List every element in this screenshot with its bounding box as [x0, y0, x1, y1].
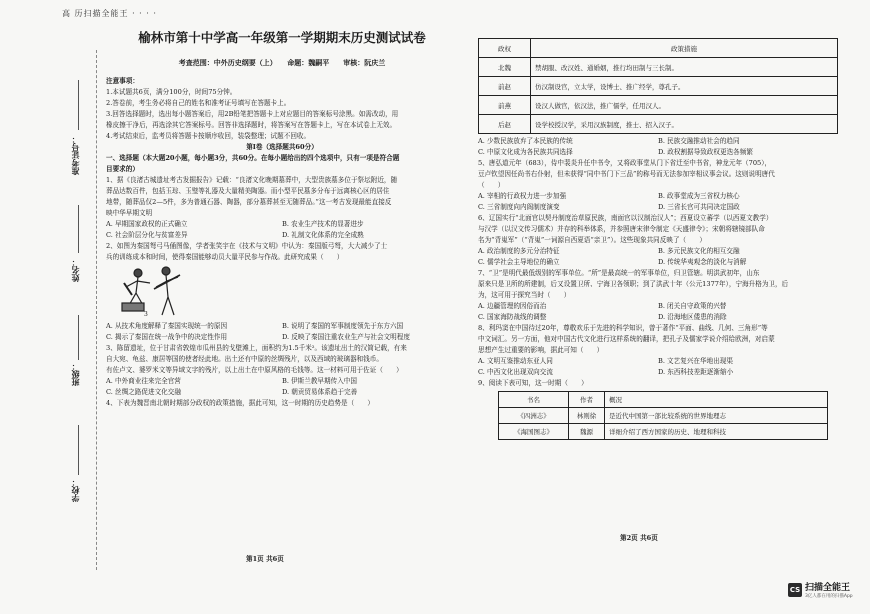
- page-two-footer: 第2页 共6页: [620, 534, 658, 542]
- question-line: 豆卢钦望因任尚书右仆射，但未获得“同中书门下三品”的称号而无法参加宰相议事会议。这则说明唐代: [478, 170, 775, 178]
- option-b: B. 说明了秦国的军事制度领先于东方六国: [282, 322, 404, 330]
- option-a: A. 从技术角度解释了秦国实现统一的原因: [106, 322, 228, 330]
- question-line: 9、阅读下表可知，这一时期（ ）: [478, 379, 588, 387]
- option-c: C. 丝绸之路促进文化交融: [106, 388, 181, 396]
- name-label: 姓名：: [71, 258, 80, 282]
- option-d: D. 沿海地区倭患的消除: [658, 313, 727, 321]
- option-b: B. 文艺复兴在华地出现渠: [658, 357, 733, 365]
- instruction-line: 一、选择题（本大题20小题，每小题3分，共60分。在每小题给出的四个选项中，只有一项是符合题: [106, 154, 400, 162]
- table-cell: 详细介绍了西方国家的历史、地理和科技: [605, 424, 828, 440]
- table-header: 概况: [605, 392, 828, 408]
- class-label: 班级：: [71, 362, 80, 386]
- scan-header-strip: 高 历扫描全能王 · · · ·: [62, 9, 157, 18]
- option-b: B. 农业生产技术的显著进步: [282, 220, 364, 228]
- note-line: 橡皮擦干净后，再选涂其它答案标号。回答非选择题时，将答案写在答题卡上，写在本试卷上无效。: [106, 121, 397, 129]
- crossbow-warrior-image: [118, 263, 188, 321]
- option-c: C. 中西文化出现双向交流: [478, 368, 553, 376]
- question-line: 4、下表为魏晋南北朝时期部分政权的政策措施，据此可知，这一时期的历史趋势是（ ）: [106, 399, 374, 407]
- question-line: 5、唐弘道元年（683），侍中裴炎升任中书令，又将政事堂从门下省迁至中书省，神龙元年（705），: [478, 159, 772, 167]
- binding-dashed-line: [96, 50, 97, 570]
- option-a: A. 文明互鉴推动东亚人同: [478, 357, 553, 365]
- exam-title: 榆林市第十中学高一年级第一学期期末历史测试试卷: [138, 30, 426, 45]
- question-line: 7、“卫”是明代最低级别的军事单位。“所”是最高统一的军事单位，归卫管辖。明洪武初年，山东: [478, 269, 760, 277]
- note-line: 2.答卷前，考生务必将自己的姓名和准考证号填写在答题卡上。: [106, 99, 291, 107]
- page-one: [106, 18, 458, 594]
- question-line: 名为“背嵬军”（“背嵬”一词源自西夏语“亲卫”）。这些现象共同反映了（ ）: [478, 236, 706, 244]
- table-row: [479, 77, 838, 96]
- table-cell: 禁胡服、改汉姓、通婚姻，推行均田制与三长制。: [531, 58, 838, 77]
- option-a: A. 早期国家政权的正式确立: [106, 220, 188, 228]
- question-line: 原来只是卫所的所建制，后又设置卫所、宁海卫各领职；到了洪武十年（公元1377年），宁海升格为卫，后: [478, 280, 789, 288]
- table-header: 书名: [499, 392, 569, 408]
- question-line: 自大宛、龟兹、康居等国的使者经此地。出土还有中原的丝绸残片，以及西域的玻璃器和钱币。: [106, 355, 383, 363]
- table-cell: 《四洲志》: [499, 408, 569, 424]
- option-d: D. 三省长官可共同决定国政: [658, 203, 740, 211]
- option-c: C. 国家海防战线的调整: [478, 313, 547, 321]
- note-line: 3.回答选择题时，选出每小题答案后，用2B铅笔把答题卡上对应题目的答案标号涂黑。如需改动，用: [106, 110, 399, 118]
- figure-caption: 3: [144, 311, 148, 318]
- question-line: 兵的训练成本和时间，使得秦国能够动员大量平民参与作战。此研究成果（ ）: [106, 253, 344, 261]
- table-row: [499, 408, 828, 424]
- table-cell: 设学校授汉学，采用汉族制度，推士、招入汉子。: [531, 115, 838, 134]
- question-line: 思想产生过重要的影响，据此可知（ ）: [478, 346, 604, 354]
- camscanner-logo-icon: CS: [788, 583, 802, 597]
- option-c: C. 揭示了秦国在统一战争中的决定性作用: [106, 333, 228, 341]
- instruction-line: 目要求的）: [106, 165, 139, 173]
- table-cell: 仿汉制设官，立太学，设博士、推广经学，尊孔子。: [531, 77, 838, 96]
- school-label: 学校：: [71, 478, 80, 502]
- table-header: 政策措施: [531, 39, 838, 58]
- books-table: [498, 391, 828, 440]
- question-line: （ ）: [478, 181, 505, 189]
- question-line: 地带，随葬品仅2—5件，多为普通石器、陶器，部分墓葬甚至无随葬品。”这一考古发现最能直接反: [106, 198, 392, 206]
- option-d: D. 政权割据导致政权更迭各频繁: [658, 148, 753, 156]
- question-line: 中文词汇。另一方面，他对中国古代文化进行这样系统的翻译，把孔子及儒家学说介绍给欧洲，对启蒙: [478, 335, 775, 343]
- option-c: C. 中原文化成为各民族共同选择: [478, 148, 573, 156]
- scanner-watermark: [788, 580, 853, 599]
- question-line: 1、据《良渚古城遗址考古发掘报告》记载：“良渚文化晚期墓葬中，大型贵族墓多位于祭坛附近，随: [106, 176, 398, 184]
- crossbow-figure: [106, 263, 458, 321]
- notes-title: 注意事项：: [106, 77, 139, 85]
- option-d: D. 礼制文化体系的完全成熟: [282, 231, 364, 239]
- name-fill-line: [78, 205, 79, 253]
- question-line: 映中华早期文明: [106, 209, 153, 217]
- option-d: D. 朝贡贸易体系趋于完善: [282, 388, 358, 396]
- option-a: A. 政治制度的多元分治特征: [478, 247, 560, 255]
- exam-meta: 考查范围：中外历史纲要（上） 命题：魏嗣平 审核：阮庆兰: [178, 58, 386, 67]
- option-a: A. 宰相的行政权力进一步加强: [478, 192, 567, 200]
- exam-number-label: 准考证号：: [71, 135, 80, 175]
- option-c: C. 儒学社会主导地位的确立: [478, 258, 560, 266]
- note-line: 1.本试题共6页，满分100分，时间75分钟。: [106, 88, 237, 96]
- table-cell: 前燕: [479, 96, 531, 115]
- policy-table: [478, 38, 838, 134]
- note-line: 4.考试结束后，监考员将答题卡按顺序收回，装袋整理；试题不回收。: [106, 132, 311, 140]
- question-line: 为，这可用于探究当时（ ）: [478, 291, 571, 299]
- page-one-footer: 第1页 共6页: [246, 555, 284, 563]
- option-a: A. 边疆管理的因俗而治: [478, 302, 547, 310]
- table-cell: 北魏: [479, 58, 531, 77]
- scanner-tagline: 3亿人都在用的扫描App: [805, 594, 853, 599]
- option-c: C. 三省制度向内阁制度演变: [478, 203, 560, 211]
- option-b: B. 多元民族文化的相互交融: [658, 247, 740, 255]
- option-b: B. 伊斯兰教早期传入中国: [282, 377, 357, 385]
- table-row: [479, 96, 838, 115]
- question-line: 8、利玛窦在中国待过20年，尊敬欢乐于先进的科学知识，曾于著作“平面、曲线、几何、三角形”等: [478, 324, 768, 332]
- question-line: 6、辽国实行“北面官以契丹制度治草原民族，南面官以汉制治汉人”；西夏设立蕃学（以西夏文教学）: [478, 214, 773, 222]
- table-row: [479, 58, 838, 77]
- option-d: D. 传统华夷观念的淡化与消解: [658, 258, 747, 266]
- school-fill-line: [78, 425, 79, 475]
- table-row: [499, 424, 828, 440]
- question-line: 3、陈留遗址，位于甘肃省敦煌市瓜州县的戈壁滩上，面积约为1.5千米²。该遗址出土的汉简记载，有来: [106, 344, 407, 352]
- table-cell: 是近代中国第一部比较系统的世界地理志: [605, 408, 828, 424]
- option-c: C. 社会阶层分化与贫富差异: [106, 231, 188, 239]
- exam-number-fill-line: [78, 80, 79, 130]
- table-cell: 林则徐: [569, 408, 605, 424]
- option-d: D. 东西科技差距逐渐缩小: [658, 368, 734, 376]
- option-b: B. 政事堂成为三省权力核心: [658, 192, 740, 200]
- question-line: 2、如图为秦国弩弓马俑图像，学者张笑宇在《技术与文明》中认为：秦国版弓弩，大大减少了士: [106, 242, 388, 250]
- table-cell: 前赵: [479, 77, 531, 96]
- option-a: A. 中外商业往来完全官营: [106, 377, 181, 385]
- table-cell: 魏源: [569, 424, 605, 440]
- question-line: 有佐卢文、婆罗米文等异域文字的残片，以上出土在中原风格的毛钱等。这一材料可用于佐证（ ）: [106, 366, 403, 374]
- table-header: 政权: [479, 39, 531, 58]
- option-a: A. 少数民族放弃了本民族的传统: [478, 137, 573, 145]
- page-two: [478, 38, 838, 598]
- table-cell: 设汉人做官，依汉法，推广儒学，任用汉人。: [531, 96, 838, 115]
- table-row: [479, 115, 838, 134]
- table-cell: 《海国图志》: [499, 424, 569, 440]
- question-line: 与汉学（以汉文传习儒术）并存的科举体系，并参照唐宋律令制定《天盛律令》；宋朝将辖镜部队命: [478, 225, 765, 233]
- section-heading: 第Ⅰ卷（选择题共60分）: [246, 143, 318, 151]
- table-cell: 后赵: [479, 115, 531, 134]
- class-fill-line: [78, 315, 79, 360]
- table-header: 作者: [569, 392, 605, 408]
- option-b: B. 民族交融推动社会的趋同: [658, 137, 740, 145]
- option-b: B. 闭关自守政策的兴替: [658, 302, 727, 310]
- scanner-brand: 扫描全能王: [805, 583, 851, 593]
- question-line: 葬品达数百件，包括玉琮、玉璧等礼器及大量精美陶器。而小型平民墓多分布于远离核心区的居住: [106, 187, 390, 195]
- option-d: D. 反映了秦国注重农业生产与社会文明程度: [282, 333, 410, 341]
